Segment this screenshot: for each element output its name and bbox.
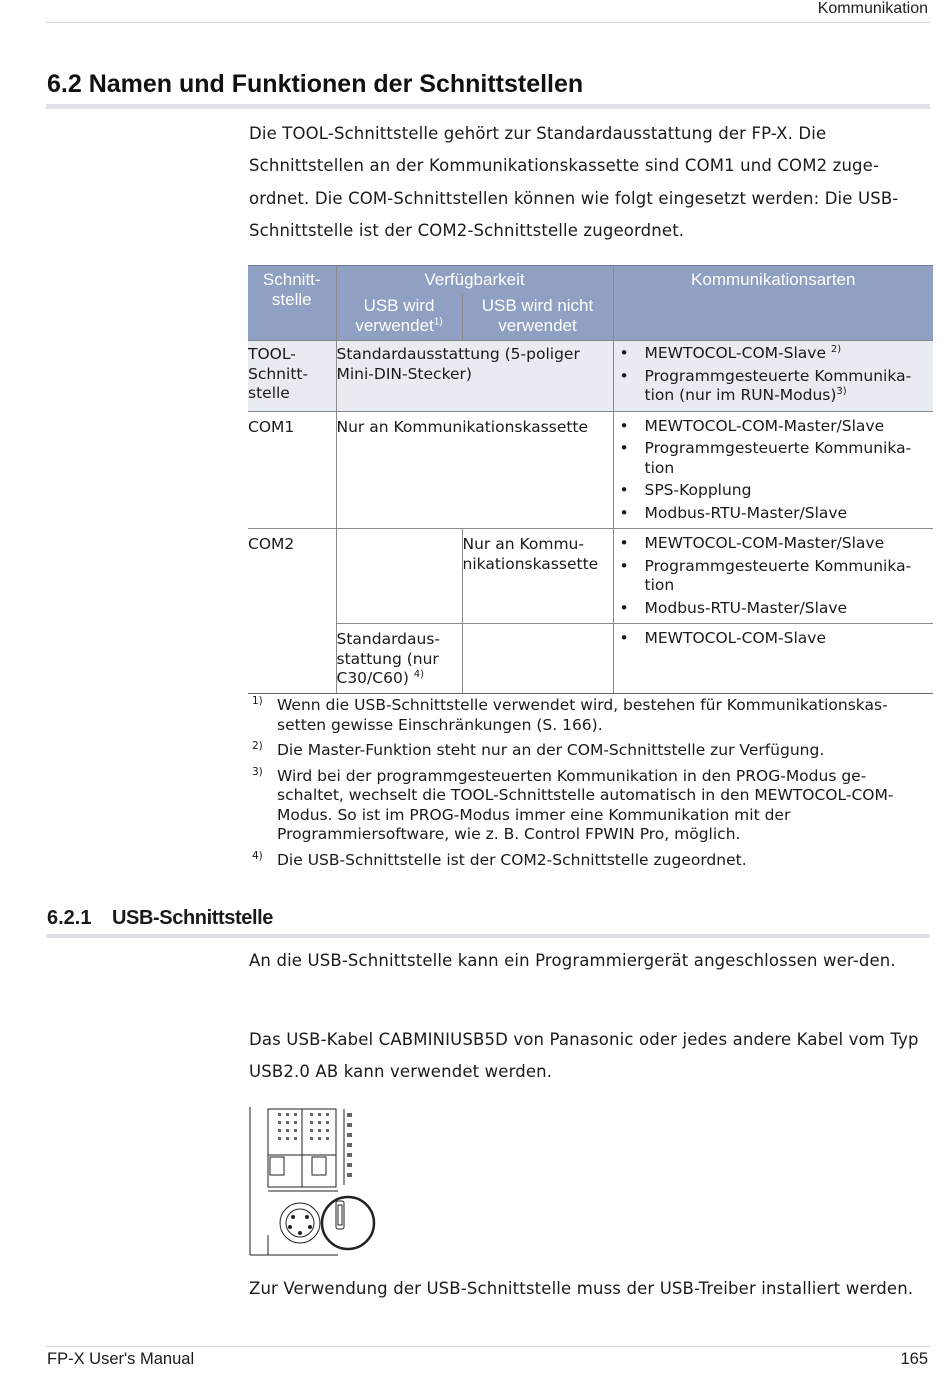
footnote: 2) Die Master-Funktion steht nur an der COM-Schnittstelle zur Verfügung. (252, 740, 825, 759)
table-row (248, 341, 933, 412)
subsection-number: 6.2.1 (47, 907, 92, 929)
list-item: • SPS-Kopplung (620, 481, 932, 501)
interfaces-table (248, 265, 933, 694)
footnote: 1) Wenn die USB-Schnittstelle verwendet wird, bestehen für Kommunikationskas-setten gewisse Einschränkungen (S. 166). (252, 695, 888, 734)
row-availability-com1: Nur an Kommunikationskassette (336, 411, 613, 529)
header-availability: Verfügbarkeit (336, 266, 613, 295)
header-usb-used: USB wird verwendet$^{1)}$ (336, 294, 462, 341)
paragraph-usb-programmer: An die USB-Schnittstelle kann ein Programmiergerät angeschlossen wer-den. (249, 951, 896, 970)
subsection-title: USB-Schnittstelle (112, 907, 274, 929)
list-item: • MEWTOCOL-COM-Master/Slave (620, 534, 932, 554)
row-modes-com1 (613, 411, 933, 529)
row-name-com1: COM1 (248, 411, 336, 529)
list-item: • Programmgesteuerte Kommunika-tion (620, 557, 932, 596)
footer-manual-title: FP-X User's Manual (47, 1350, 195, 1368)
footnote: 4) Die USB-Schnittstelle ist der COM2-Schnittstelle zugeordnet. (252, 849, 747, 869)
table-row (248, 624, 933, 694)
header-usb-not-used: USB wird nicht verwendet (462, 294, 613, 341)
list-item: • Programmgesteuerte Kommunika-tion (620, 439, 932, 478)
list-item: • MEWTOCOL-COM-Slave $^{2)}$ (620, 344, 932, 364)
header-divider (46, 22, 930, 23)
header-usb-used-footnote: 1) (433, 316, 443, 328)
usb-port-illustration (248, 1105, 378, 1257)
list-item: • MEWTOCOL-COM-Master/Slave (620, 417, 932, 437)
section-title-rule (46, 104, 930, 109)
list-item: • Modbus-RTU-Master/Slave (620, 599, 932, 619)
row-name-com2: COM2 (248, 529, 336, 694)
intro-paragraph: Die TOOL-Schnittstelle gehört zur Standardausstattung der FP-X. Die Schnittstellen an der Kommunikationskassette sind COM1 und COM2 zuge-ordnet. Die COM-Schnittstellen können wie folgt eingesetzt werden: Die USB-Schnittstelle ist der COM2-Schnittstelle zugeordnet. (249, 124, 899, 241)
header-communication-types: Kommunikationsarten (613, 266, 933, 341)
paragraph-usb-driver: Zur Verwendung der USB-Schnittstelle muss der USB-Treiber installiert werden. (249, 1279, 914, 1298)
footer-divider (46, 1346, 930, 1347)
table-footnotes (252, 696, 932, 876)
list-item: • Modbus-RTU-Master/Slave (620, 504, 932, 524)
header-interface: Schnitt-stelle (248, 266, 336, 341)
page-number: 165 (900, 1350, 928, 1368)
row-availability-com2: Nur an Kommu-nikationskassette (462, 529, 613, 624)
list-item: • Programmgesteuerte Kommunika-tion (nur im RUN-Modus)$^{3)}$ (620, 367, 932, 406)
list-item: • MEWTOCOL-COM-Slave (620, 629, 932, 649)
section-title: 6.2 Namen und Funktionen der Schnittstellen (47, 70, 584, 98)
table-row (248, 411, 933, 529)
row-modes-tool (613, 341, 933, 412)
table-row (248, 529, 933, 624)
subsection-title-rule (46, 934, 930, 938)
row-modes-com2 (613, 529, 933, 624)
row-modes-com2-usb (613, 624, 933, 694)
row-com2-usb-used-empty (336, 529, 462, 624)
paragraph-usb-cable: Das USB-Kabel CABMINIUSB5D von Panasonic oder jedes andere Kabel vom Typ USB2.0 AB kann verwendet werden. (249, 1030, 919, 1082)
running-header: Kommunikation (817, 0, 928, 17)
footnote: 3) Wird bei der programmgesteuerten Kommunikation in den PROG-Modus ge-schaltet, wechselt die TOOL-Schnittstelle automatisch in den MEWTOCOL-COM-Modus. So ist im PROG-Modus immer eine Kommunikation mit der Programmiersoftware, wie z. B. Control FPWIN Pro, möglich. (252, 765, 894, 843)
row-name-tool: TOOL-Schnitt-stelle (248, 341, 336, 412)
row-availability-tool: Standardausstattung (5-poliger Mini-DIN-Stecker) (336, 341, 613, 412)
row-availability-com2-usb: Standardaus-stattung (nur C30/C60) $^{4)}$ (336, 624, 462, 694)
row-com2-usb-not-used-empty (462, 624, 613, 694)
